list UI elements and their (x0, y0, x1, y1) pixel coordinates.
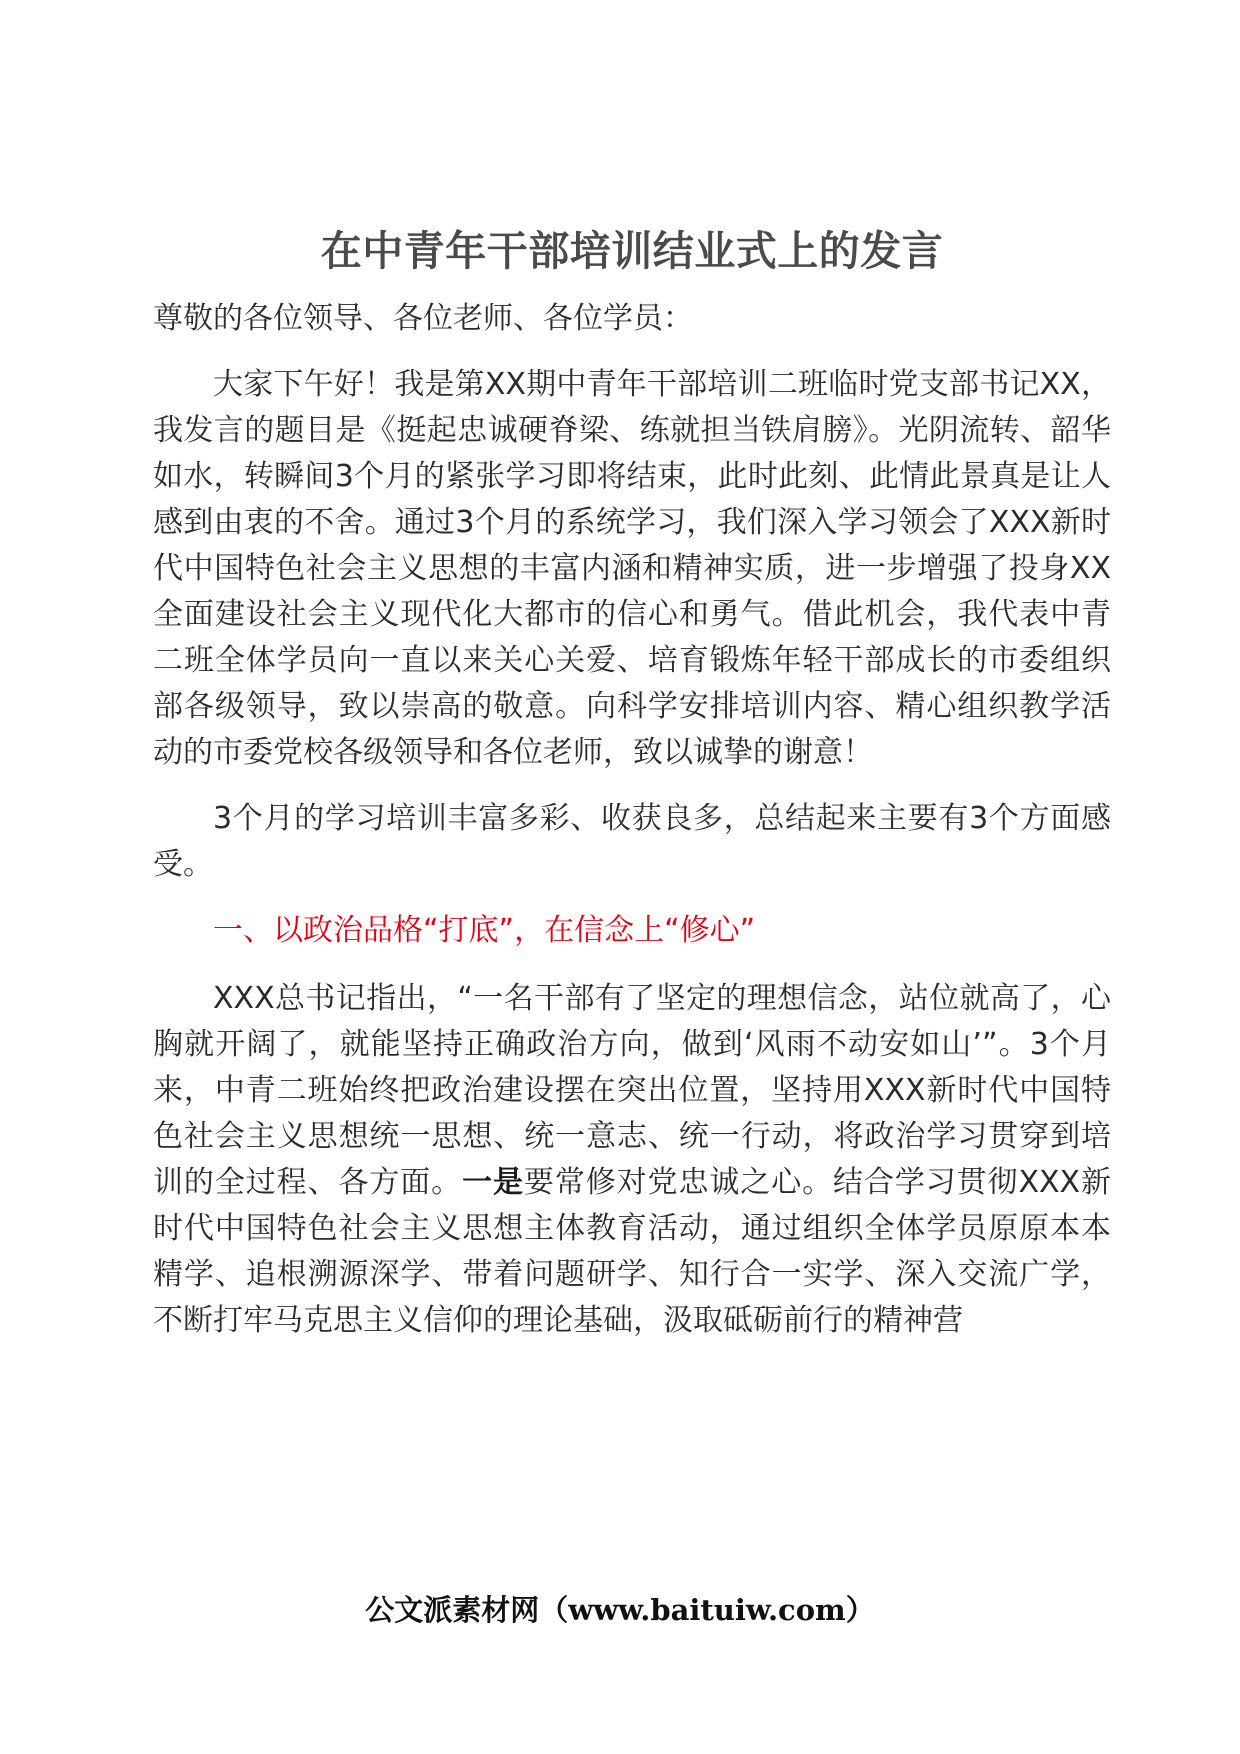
paragraph-summary: 3个月的学习培训丰富多彩、收获良多，总结起来主要有3个方面感受。 (153, 801, 1111, 882)
document-title: 在中青年干部培训结业式上的发言 (320, 227, 944, 275)
document-body (153, 222, 1111, 1364)
section-heading: 一、以政治品格“打底”，在信念上“修心” (213, 913, 756, 948)
bold-lead-label: 一是 (462, 1165, 524, 1200)
paragraph-section-one-continued: 要常修对党忠诚之心。结合学习贯彻XXX新时代中国特色社会主义思想主体教育活动，通过组织全体学员原原本本精学、追根溯源深学、带着问题研学、知行合一实学、深入交流广学，不断打牢马克思主义信仰的理论基础，汲取砥砺前行的精神营 (153, 1165, 1112, 1338)
footer-source: 公文派素材网（www.baituiw.com） (365, 1593, 875, 1627)
paragraph-section-one-text: XXX总书记指出，“一名干部有了坚定的理想信念，站位就高了，心胸就开阔了，就能坚持正确政治方向，做到‘风雨不动安如山’”。3个月来，中青二班始终把政治建设摆在突出位置，坚持用XXX新时代中国特色社会主义思想统一思想、统一意志、统一行动，将政治学习贯穿到培训的全过程、各方面。 (153, 981, 1111, 1200)
salutation: 尊敬的各位领导、各位老师、各位学员： (153, 301, 693, 336)
paragraph-intro: 大家下午好！我是第XX期中青年干部培训二班临时党支部书记XX，我发言的题目是《挺起忠诚硬脊梁、练就担当铁肩膀》。光阴流转、韶华如水，转瞬间3个月的紧张学习即将结束，此时此刻、此情此景真是让人感到由衷的不舍。通过3个月的系统学习，我们深入学习领会了XXX新时代中国特色社会主义思想的丰富内涵和精神实质，进一步增强了投身XX全面建设社会主义现代化大都市的信心和勇气。借此机会，我代表中青二班全体学员向一直以来关心关爱、培育锻炼年轻干部成长的市委组织部各级领导，致以崇高的敬意。向科学安排培训内容、精心组织教学活动的市委党校各级领导和各位老师，致以诚挚的谢意！ (153, 367, 1111, 770)
paragraph-section-one (153, 976, 1111, 1344)
